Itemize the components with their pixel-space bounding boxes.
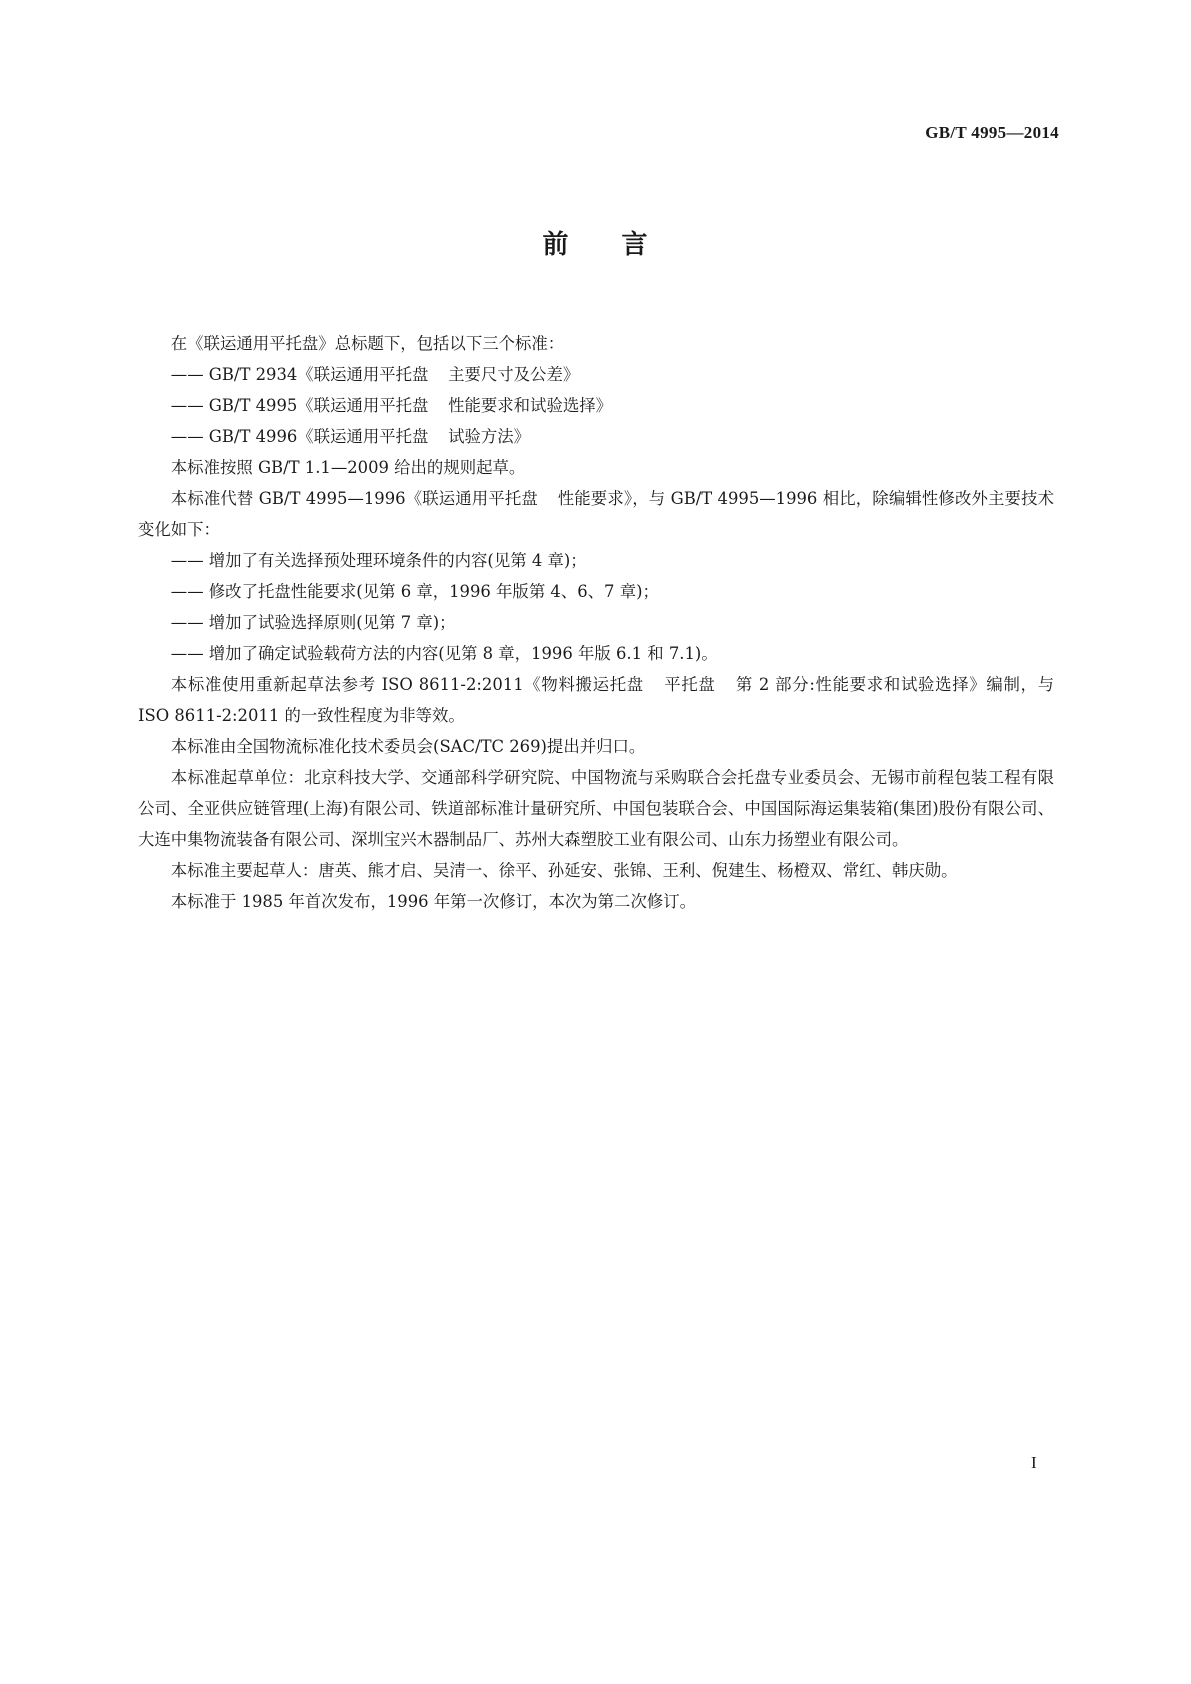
standard-item-suffix: 性能要求和试验选择》: [448, 396, 613, 415]
standard-list-item: [138, 390, 1054, 421]
history-paragraph: 本标准于 1985 年首次发布，1996 年第一次修订，本次为第二次修订。: [170, 892, 697, 911]
replacement-prefix: 本标准代替 GB/T 4995—1996《联运通用平托盘: [170, 489, 538, 508]
change-list-item: —— 修改了托盘性能要求(见第 6 章，1996 年版第 4、6、7 章)；: [170, 582, 659, 601]
standard-item-prefix: —— GB/T 4995《联运通用平托盘: [170, 396, 429, 415]
standard-item-suffix: 主要尺寸及公差》: [448, 365, 580, 384]
standard-item-prefix: —— GB/T 2934《联运通用平托盘: [170, 365, 429, 384]
drafting-rules-paragraph: 本标准按照 GB/T 1.1—2009 给出的规则起草。: [170, 458, 526, 477]
proposer-paragraph: 本标准由全国物流标准化技术委员会(SAC/TC 269)提出并归口。: [170, 737, 646, 756]
replacement-suffix: 性能要求》，与 GB/T 4995—1996 相比，除编辑性修改外主要技术变化如下：: [138, 489, 1054, 539]
replacement-paragraph: [138, 483, 1054, 545]
change-list-item: —— 增加了确定试验载荷方法的内容(见第 8 章，1996 年版 6.1 和 7.1)。: [170, 644, 718, 663]
iso-reference-part-1: 本标准使用重新起草法参考 ISO 8611-2:2011《物料搬运托盘: [170, 675, 644, 694]
standard-item-suffix: 试验方法》: [448, 427, 531, 446]
standard-list-item: [138, 421, 1054, 452]
change-list-item: —— 增加了有关选择预处理环境条件的内容(见第 4 章)；: [170, 551, 587, 570]
iso-reference-part-2: 平托盘: [663, 675, 716, 694]
drafters-paragraph: 本标准主要起草人：唐英、熊才启、吴清一、徐平、孙延安、张锦、王利、倪建生、杨橙双、常红、韩庆勋。: [170, 861, 958, 880]
intro-paragraph: 在《联运通用平托盘》总标题下，包括以下三个标准：: [170, 334, 565, 353]
drafting-units-paragraph: 本标准起草单位：北京科技大学、交通部科学研究院、中国物流与采购联合会托盘专业委员会、无锡市前程包装工程有限公司、全亚供应链管理(上海)有限公司、铁道部标准计量研究所、中国包装联合会、中国国际海运集装箱(集团)股份有限公司、大连中集物流装备有限公司、深圳宝兴木器制品厂、苏州大森塑胶工业有限公司、山东力扬塑业有限公司。: [138, 768, 1054, 849]
page-title-part-1: 前: [542, 230, 570, 260]
standard-code: GB/T 4995—2014: [925, 123, 1059, 142]
iso-reference-paragraph: [138, 669, 1054, 731]
foreword-body: [138, 328, 1054, 917]
iso-reference-part-3: 第 2 部分:性能要求和试验选择》编制，与 ISO 8611-2:2011 的一致性程度为非等效。: [138, 675, 1054, 725]
page-title-part-2: 言: [621, 230, 649, 260]
change-list-item: —— 增加了试验选择原则(见第 7 章)；: [170, 613, 456, 632]
standard-list-item: [138, 359, 1054, 390]
standard-item-prefix: —— GB/T 4996《联运通用平托盘: [170, 427, 429, 446]
page-title: [0, 232, 1191, 258]
page-number: I: [1031, 1453, 1037, 1472]
